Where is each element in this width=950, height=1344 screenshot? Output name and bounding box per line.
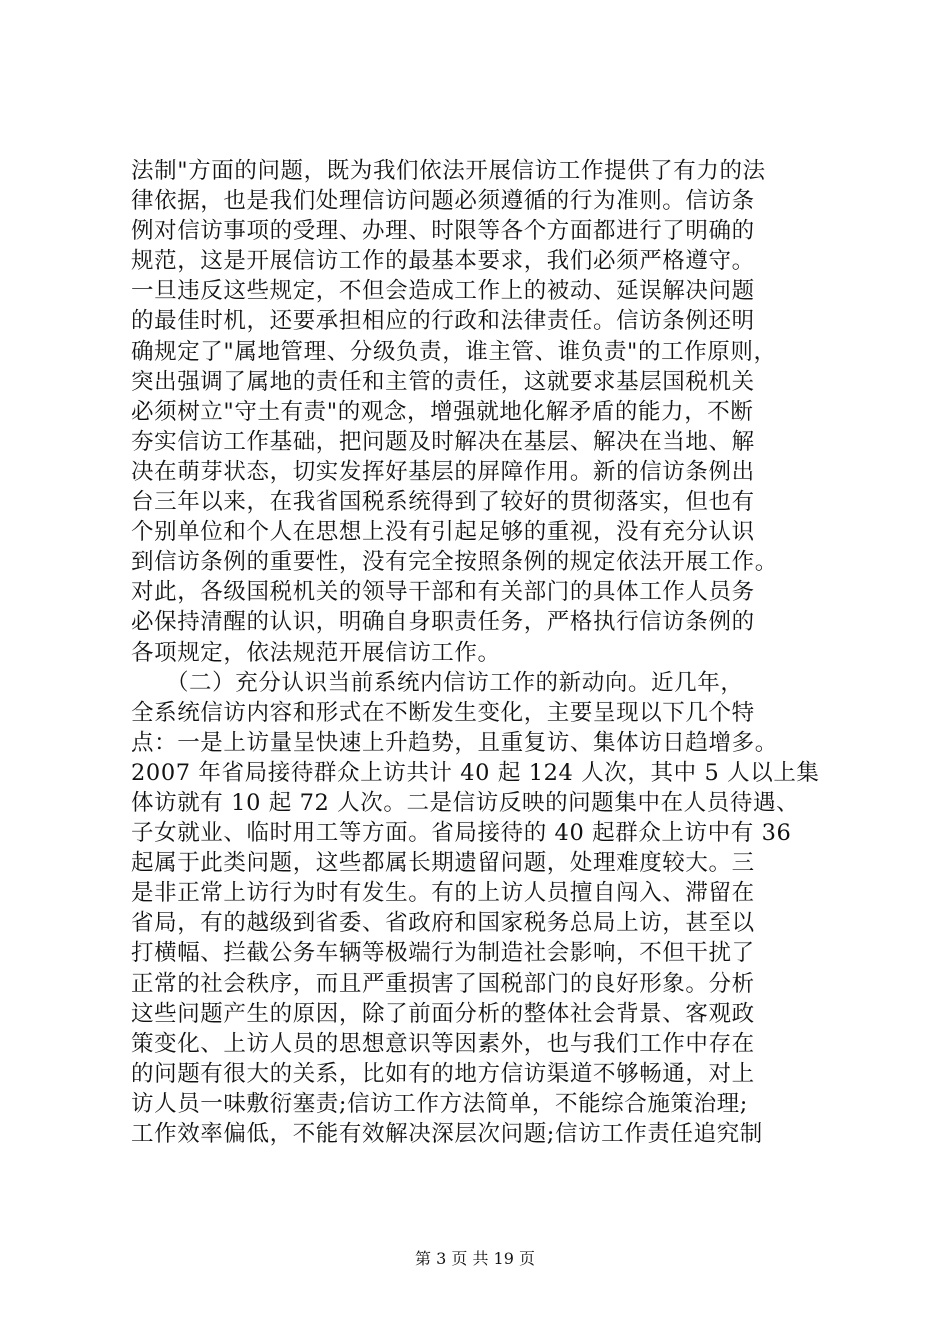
text-line: 到信访条例的重要性，没有完全按照条例的规定依法开展工作。 (131, 549, 778, 576)
text-line: 体访就有 10 起 72 人次。二是信访反映的问题集中在人员待遇、 (131, 789, 800, 816)
text-line: 律依据，也是我们处理信访问题必须遵循的行为准则。信访条 (131, 188, 755, 215)
text-line: 法制"方面的问题，既为我们依法开展信访工作提供了有力的法 (131, 158, 766, 184)
text-line: 个别单位和个人在思想上没有引起足够的重视，没有充分认识 (131, 519, 755, 546)
text-line: 打横幅、拦截公务车辆等极端行为制造社会影响，不但干扰了 (131, 940, 755, 967)
text-line: 全系统信访内容和形式在不断发生变化，主要呈现以下几个特 (131, 699, 755, 726)
text-line: 工作效率偏低，不能有效解决深层次问题;信访工作责任追究制 (131, 1121, 763, 1147)
text-line: 夯实信访工作基础，把问题及时解决在基层、解决在当地、解 (131, 428, 755, 455)
text-line: 决在萌芽状态，切实发挥好基层的屏障作用。新的信访条例出 (131, 458, 755, 485)
text-line: 正常的社会秩序，而且严重损害了国税部门的良好形象。分析 (131, 970, 755, 997)
text-line: 突出强调了属地的责任和主管的责任，这就要求基层国税机关 (131, 368, 755, 395)
text-line: 规范，这是开展信访工作的最基本要求，我们必须严格遵守。 (131, 248, 755, 275)
text-line: 2007 年省局接待群众上访共计 40 起 124 人次，其中 5 人以上集 (131, 759, 820, 786)
text-line: 各项规定，依法规范开展信访工作。 (131, 639, 501, 666)
text-line: 确规定了"属地管理、分级负责，谁主管、谁负责"的工作原则， (131, 338, 777, 365)
text-line: 的问题有很大的关系，比如有的地方信访渠道不够畅通，对上 (131, 1060, 755, 1087)
text-line: 策变化、上访人员的思想意识等因素外，也与我们工作中存在 (131, 1030, 755, 1057)
text-line: 必须树立"守土有责"的观念，增强就地化解矛盾的能力，不断 (131, 398, 754, 425)
text-line: 对此，各级国税机关的领导干部和有关部门的具体工作人员务 (131, 579, 755, 606)
text-line: 省局，有的越级到省委、省政府和国家税务总局上访，甚至以 (131, 910, 755, 937)
text-line: （二）充分认识当前系统内信访工作的新动向。近几年， (131, 669, 744, 696)
body-text (131, 156, 831, 1149)
text-line: 访人员一味敷衍塞责;信访工作方法简单，不能综合施策治理; (131, 1090, 748, 1117)
text-line: 这些问题产生的原因，除了前面分析的整体社会背景、客观政 (131, 1000, 755, 1027)
text-line: 台三年以来，在我省国税系统得到了较好的贯彻落实，但也有 (131, 489, 755, 516)
text-line: 是非正常上访行为时有发生。有的上访人员擅自闯入、滞留在 (131, 880, 755, 907)
text-line: 点：一是上访量呈快速上升趋势，且重复访、集体访日趋增多。 (131, 729, 778, 756)
text-line: 必保持清醒的认识，明确自身职责任务，严格执行信访条例的 (131, 609, 755, 636)
page-footer: 第 3 页 共 19 页 (415, 1249, 535, 1268)
text-line: 起属于此类问题，这些都属长期遗留问题，处理难度较大。三 (131, 850, 755, 877)
text-line: 一旦违反这些规定，不但会造成工作上的被动、延误解决问题 (131, 278, 755, 305)
text-line: 例对信访事项的受理、办理、时限等各个方面都进行了明确的 (131, 218, 755, 245)
text-line: 子女就业、临时用工等方面。省局接待的 40 起群众上访中有 36 (131, 820, 792, 847)
text-line: 的最佳时机，还要承担相应的行政和法律责任。信访条例还明 (131, 308, 755, 335)
